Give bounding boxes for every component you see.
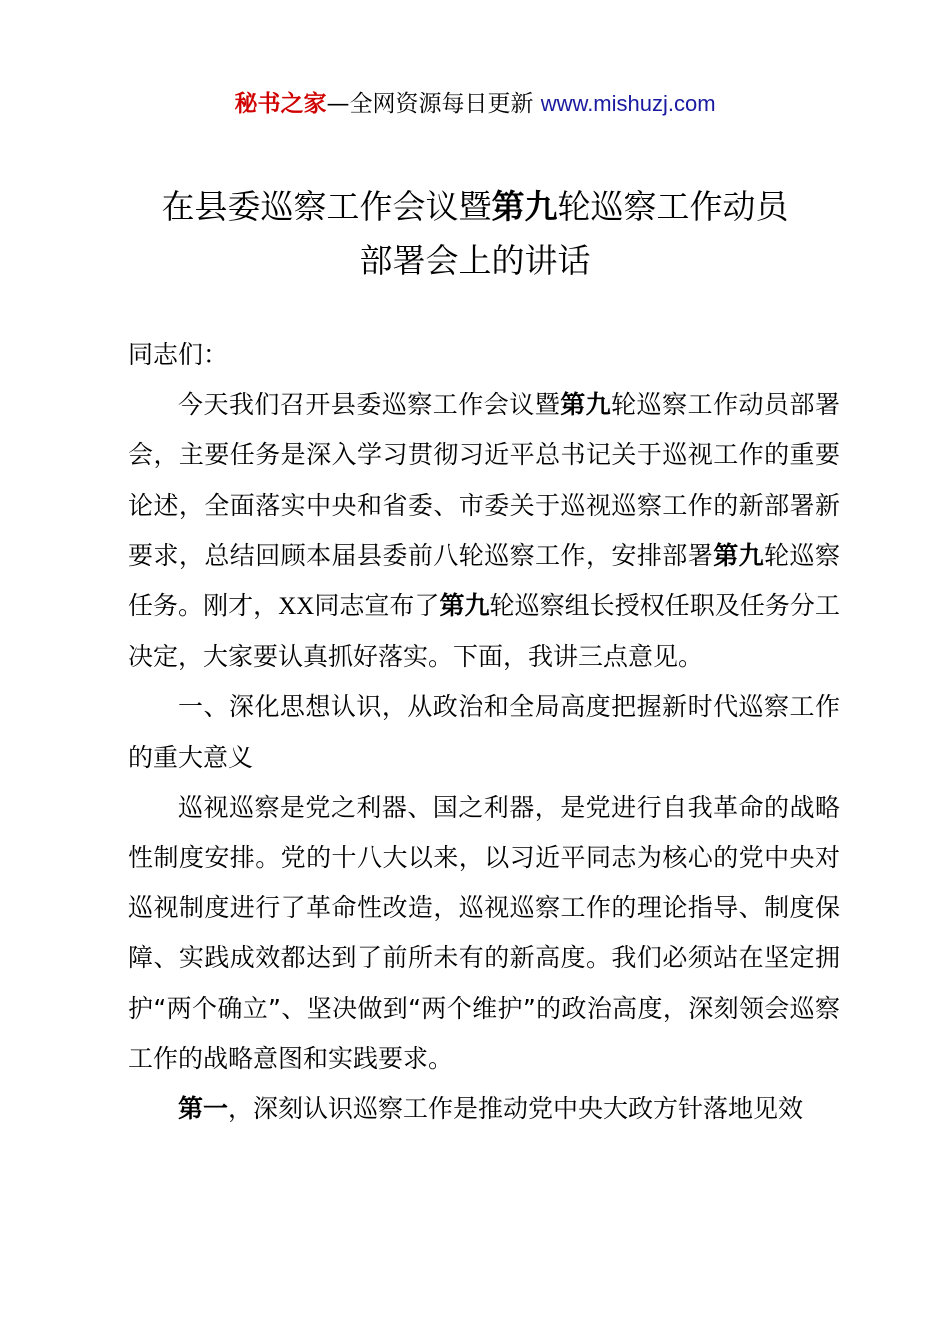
site-url-link[interactable]: www.mishuzj.com xyxy=(540,91,716,116)
document-body xyxy=(128,330,840,1134)
title-text: 在县委巡察工作会议暨 xyxy=(161,187,492,226)
paragraph-text: ，深刻认识巡察工作是推动党中央大政方针落地见效 xyxy=(228,1094,804,1124)
title-line-2: 部署会上的讲话 xyxy=(359,241,591,280)
brand-name: 秘书之家 xyxy=(234,91,327,117)
paragraph-text: 轮巡察组长授权任职及任务分工决定，大家要认真抓好落实。下面，我讲三点意见。 xyxy=(128,591,840,672)
bold-text: 第九 xyxy=(439,591,490,621)
paragraph-text: 今天我们召开县委巡察工作会议暨 xyxy=(178,390,561,420)
header-tagline: —全网资源每日更新 xyxy=(326,91,541,117)
site-header xyxy=(0,88,950,120)
paragraph-text: 轮巡察任务。刚才， xyxy=(128,540,840,621)
title-line-1 xyxy=(100,180,850,234)
bold-text: 第九 xyxy=(560,390,612,420)
paragraph-text: 轮巡察工作动员部署会，主要任务是深入学习贯彻习近平总书记关于巡视工作的重要论述，全面落实中央和省委、市委关于巡视巡察工作的新部署新要求，总结回顾本届县委前八轮巡察工作，安排部署 xyxy=(128,390,840,570)
paragraph-text: 同志宣布了 xyxy=(314,591,440,621)
salutation: 同志们： xyxy=(128,340,229,369)
paragraph-first-point xyxy=(128,1084,840,1134)
title-text: 轮巡察工作动员 xyxy=(557,187,789,226)
bold-text: 第一 xyxy=(178,1094,229,1124)
title-bold-text: 第九 xyxy=(491,187,558,226)
document-title xyxy=(100,180,850,288)
section-heading-1: 一、深化思想认识，从政治和全局高度把握新时代巡察工作的重大意义 xyxy=(128,692,840,772)
paragraph-significance: 巡视巡察是党之利器、国之利器，是党进行自我革命的战略性制度安排。党的十八大以来，以习近平同志为核心的党中央对巡视制度进行了革命性改造，巡视巡察工作的理论指导、制度保障、实践成效都达到了前所未有的新高度。我们必须站在坚定拥护“两个确立”、坚决做到“两个维护”的政治高度，深刻领会巡察工作的战略意图和实践要求。 xyxy=(128,792,840,1073)
bold-text: 第九 xyxy=(713,540,765,570)
placeholder-name: XX xyxy=(278,593,315,621)
paragraph-intro xyxy=(128,380,840,682)
